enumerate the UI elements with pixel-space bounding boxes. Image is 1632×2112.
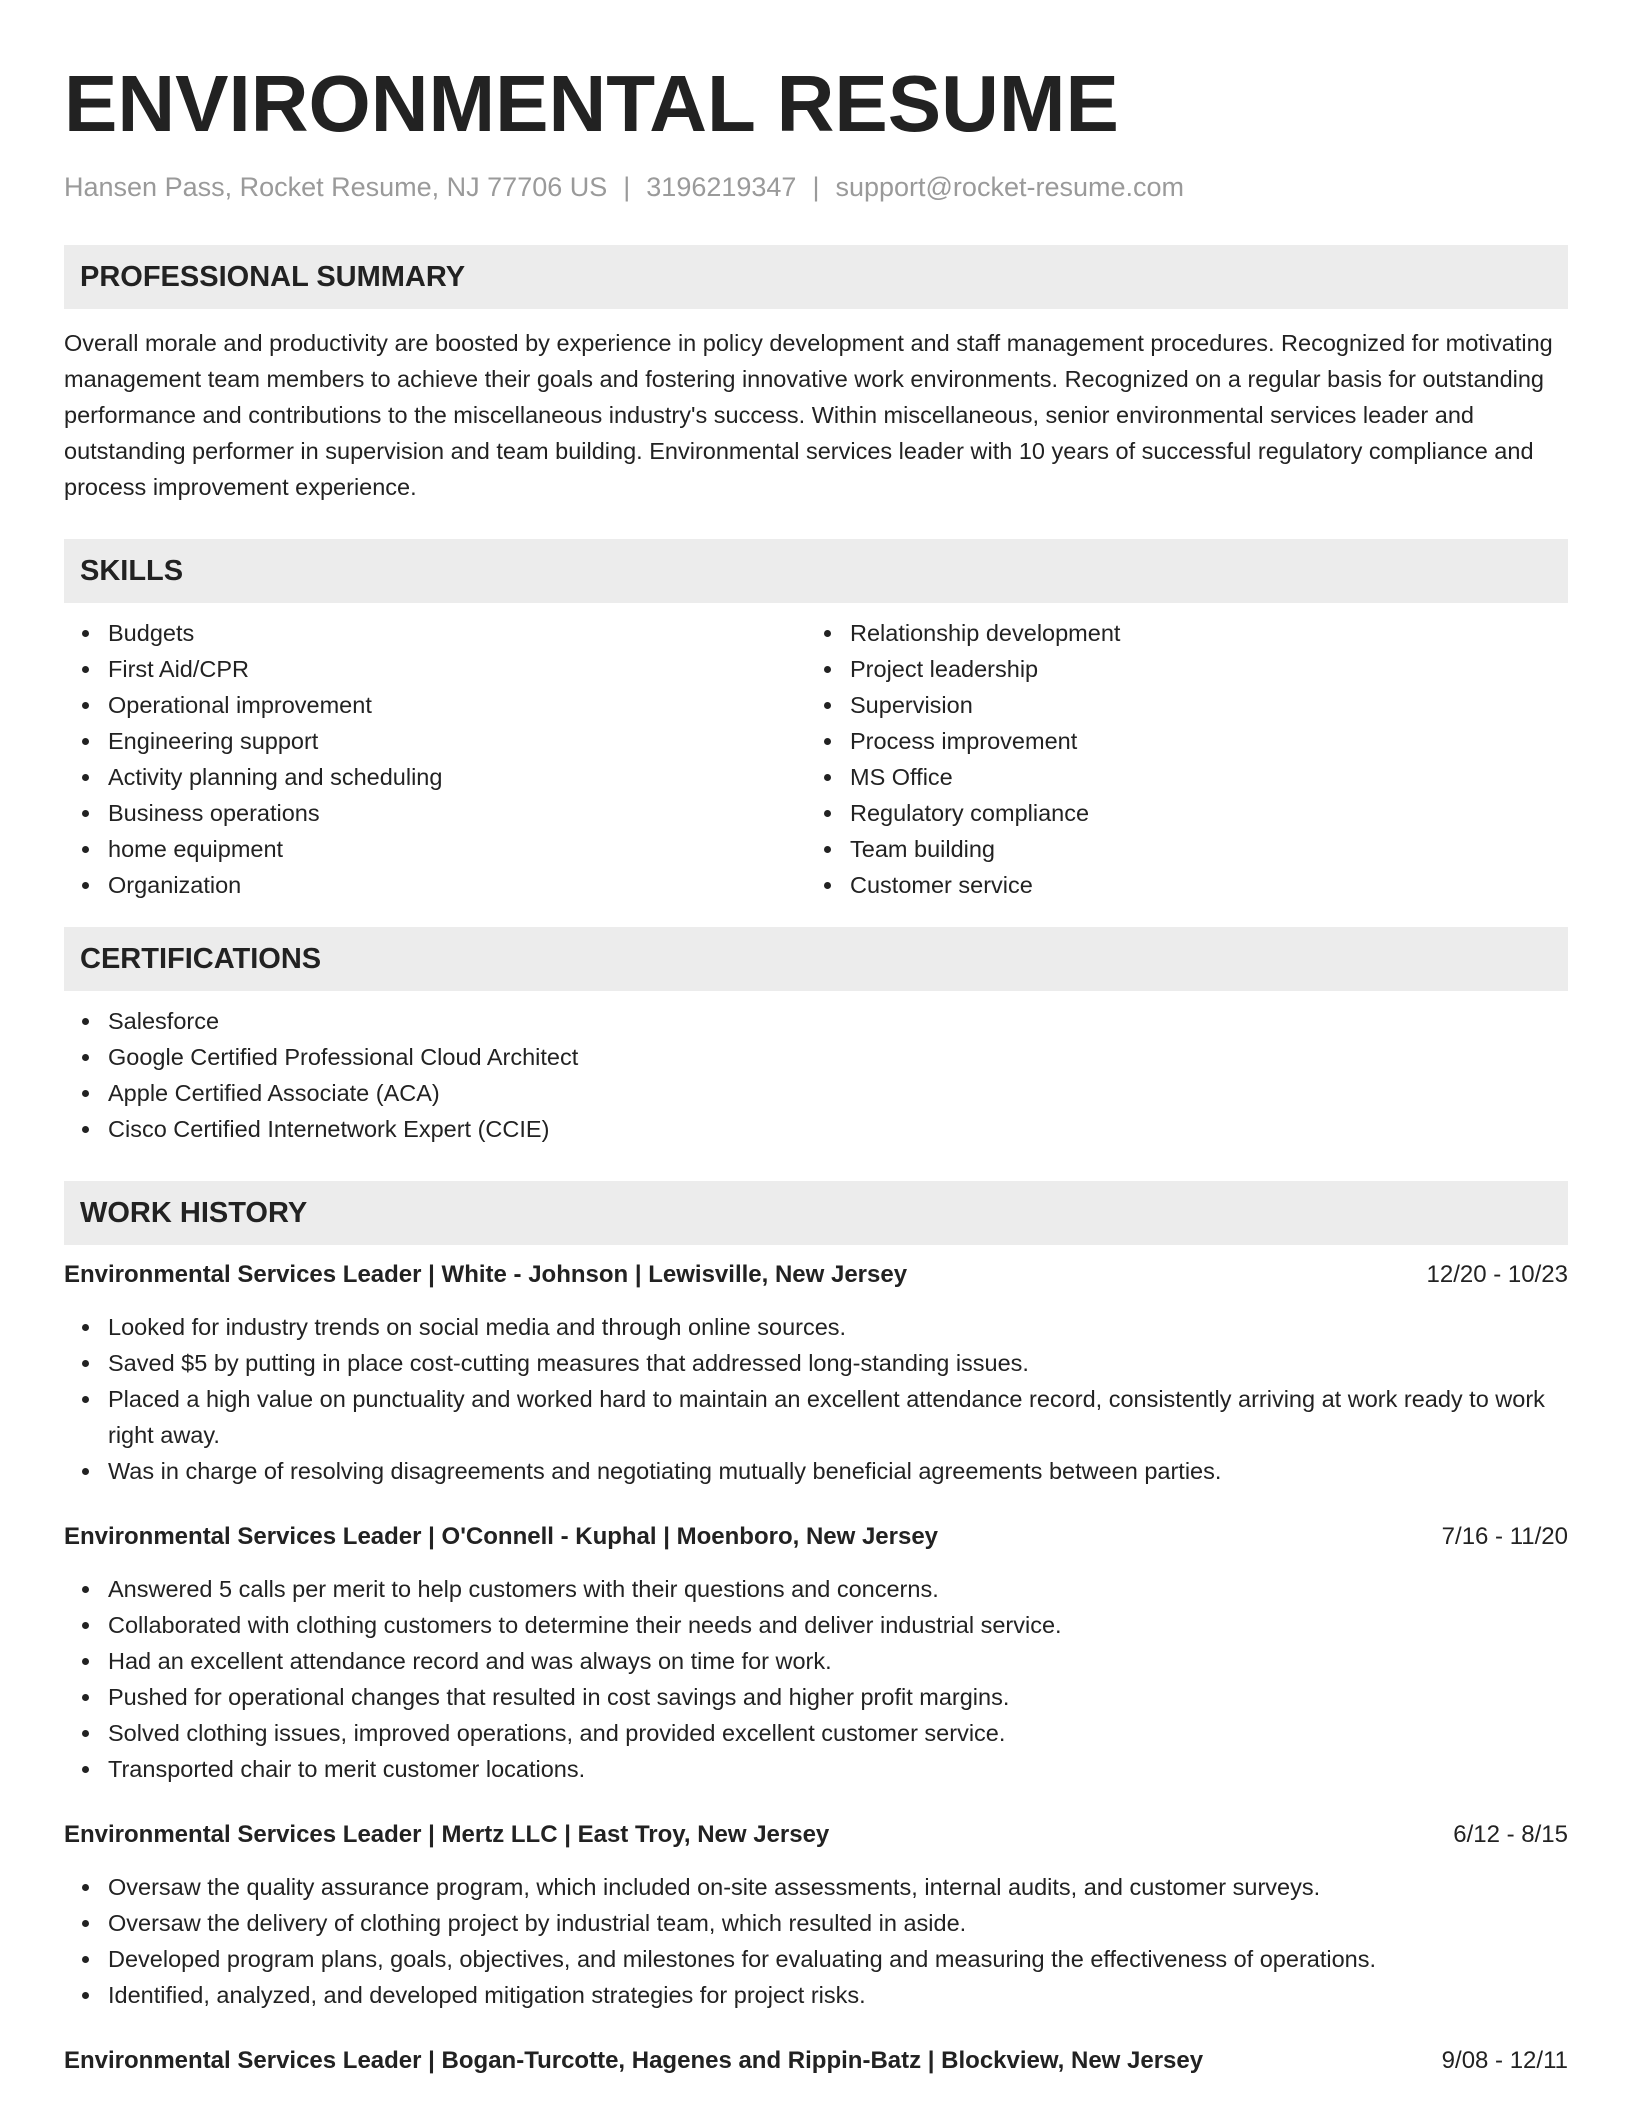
skill-item: Supervision xyxy=(850,687,1548,723)
job-header xyxy=(64,1817,1568,1853)
skill-item: Operational improvement xyxy=(108,687,806,723)
skill-item: Engineering support xyxy=(108,723,806,759)
job-duty: Developed program plans, goals, objectives, and milestones for evaluating and measuring the effectiveness of operations. xyxy=(108,1941,1568,1977)
job-duty: Placed a high value on punctuality and worked hard to maintain an excellent attendance record, consistently arriving at work ready to work right away. xyxy=(108,1381,1568,1453)
section-heading-certifications: CERTIFICATIONS xyxy=(64,927,1568,991)
certifications-list xyxy=(64,1003,1568,1147)
resume-page xyxy=(64,0,1568,2079)
certification-item: Salesforce xyxy=(108,1003,1568,1039)
certification-item: Apple Certified Associate (ACA) xyxy=(108,1075,1568,1111)
skill-item: Relationship development xyxy=(850,615,1548,651)
skill-item: Business operations xyxy=(108,795,806,831)
skill-item: Project leadership xyxy=(850,651,1548,687)
job-dates: 9/08 - 12/11 xyxy=(1441,2047,1568,2074)
contact-address: Hansen Pass, Rocket Resume, NJ 77706 US xyxy=(64,172,608,202)
job-entry xyxy=(64,1257,1568,1489)
certification-item: Cisco Certified Internetwork Expert (CCIE) xyxy=(108,1111,1568,1147)
skill-item: Budgets xyxy=(108,615,806,651)
job-duty: Transported chair to merit customer locations. xyxy=(108,1751,1568,1787)
skill-item: Activity planning and scheduling xyxy=(108,759,806,795)
skill-item: Regulatory compliance xyxy=(850,795,1548,831)
skill-item: Process improvement xyxy=(850,723,1548,759)
skill-item: MS Office xyxy=(850,759,1548,795)
skill-item: Customer service xyxy=(850,867,1548,903)
skill-item: Organization xyxy=(108,867,806,903)
job-dates: 6/12 - 8/15 xyxy=(1453,1821,1568,1848)
job-duties xyxy=(64,1571,1568,1787)
skills-column-right xyxy=(806,615,1548,903)
job-entry xyxy=(64,1519,1568,1787)
section-heading-skills: SKILLS xyxy=(64,539,1568,603)
certification-item: Google Certified Professional Cloud Architect xyxy=(108,1039,1568,1075)
job-dates: 12/20 - 10/23 xyxy=(1426,1261,1568,1288)
job-duty: Had an excellent attendance record and was always on time for work. xyxy=(108,1643,1568,1679)
job-duty: Collaborated with clothing customers to determine their needs and deliver industrial service. xyxy=(108,1607,1568,1643)
job-duty: Was in charge of resolving disagreements and negotiating mutually beneficial agreements between parties. xyxy=(108,1453,1568,1489)
job-header xyxy=(64,2043,1568,2079)
job-title: Environmental Services Leader | Bogan-Turcotte, Hagenes and Rippin-Batz | Blockview, New Jersey xyxy=(64,2047,1204,2074)
job-duty: Pushed for operational changes that resulted in cost savings and higher profit margins. xyxy=(108,1679,1568,1715)
section-heading-summary: PROFESSIONAL SUMMARY xyxy=(64,245,1568,309)
skill-item: First Aid/CPR xyxy=(108,651,806,687)
section-heading-work-history: WORK HISTORY xyxy=(64,1181,1568,1245)
job-entry xyxy=(64,2043,1568,2079)
skills-list xyxy=(64,615,1568,903)
job-header xyxy=(64,1519,1568,1555)
job-title: Environmental Services Leader | White - Johnson | Lewisville, New Jersey xyxy=(64,1261,908,1288)
summary-text: Overall morale and productivity are boosted by experience in policy development and staff management procedures. Recognized for motivating management team members to achieve their goals and fostering innovative work environments. Recognized on a regular basis for outstanding performance and contributions to the miscellaneous industry's success. Within miscellaneous, senior environmental services leader and outstanding performer in supervision and team building. Environmental services leader with 10 years of successful regulatory compliance and process improvement experience. xyxy=(64,330,1553,500)
skill-item: home equipment xyxy=(108,831,806,867)
contact-email: support@rocket-resume.com xyxy=(835,172,1184,202)
job-duties xyxy=(64,1869,1568,2013)
job-entry xyxy=(64,1817,1568,2013)
skills-column-left xyxy=(64,615,806,903)
job-duty: Looked for industry trends on social media and through online sources. xyxy=(108,1309,1568,1345)
job-title: Environmental Services Leader | O'Connell - Kuphal | Moenboro, New Jersey xyxy=(64,1523,939,1550)
job-duties xyxy=(64,1309,1568,1489)
contact-separator: | xyxy=(623,172,631,202)
job-header xyxy=(64,1257,1568,1293)
job-duty: Solved clothing issues, improved operations, and provided excellent customer service. xyxy=(108,1715,1568,1751)
job-duty: Oversaw the quality assurance program, which included on-site assessments, internal audits, and customer surveys. xyxy=(108,1869,1568,1905)
job-duty: Answered 5 calls per merit to help customers with their questions and concerns. xyxy=(108,1571,1568,1607)
contact-separator: | xyxy=(812,172,820,202)
job-duty: Saved $5 by putting in place cost-cutting measures that addressed long-standing issues. xyxy=(108,1345,1568,1381)
contact-line xyxy=(64,170,1568,204)
job-duty: Oversaw the delivery of clothing project by industrial team, which resulted in aside. xyxy=(108,1905,1568,1941)
job-title: Environmental Services Leader | Mertz LLC | East Troy, New Jersey xyxy=(64,1821,830,1848)
skill-item: Team building xyxy=(850,831,1548,867)
resume-title: ENVIRONMENTAL RESUME xyxy=(64,59,1119,148)
job-dates: 7/16 - 11/20 xyxy=(1441,1523,1568,1550)
job-duty: Identified, analyzed, and developed mitigation strategies for project risks. xyxy=(108,1977,1568,2013)
contact-phone: 3196219347 xyxy=(646,172,797,202)
